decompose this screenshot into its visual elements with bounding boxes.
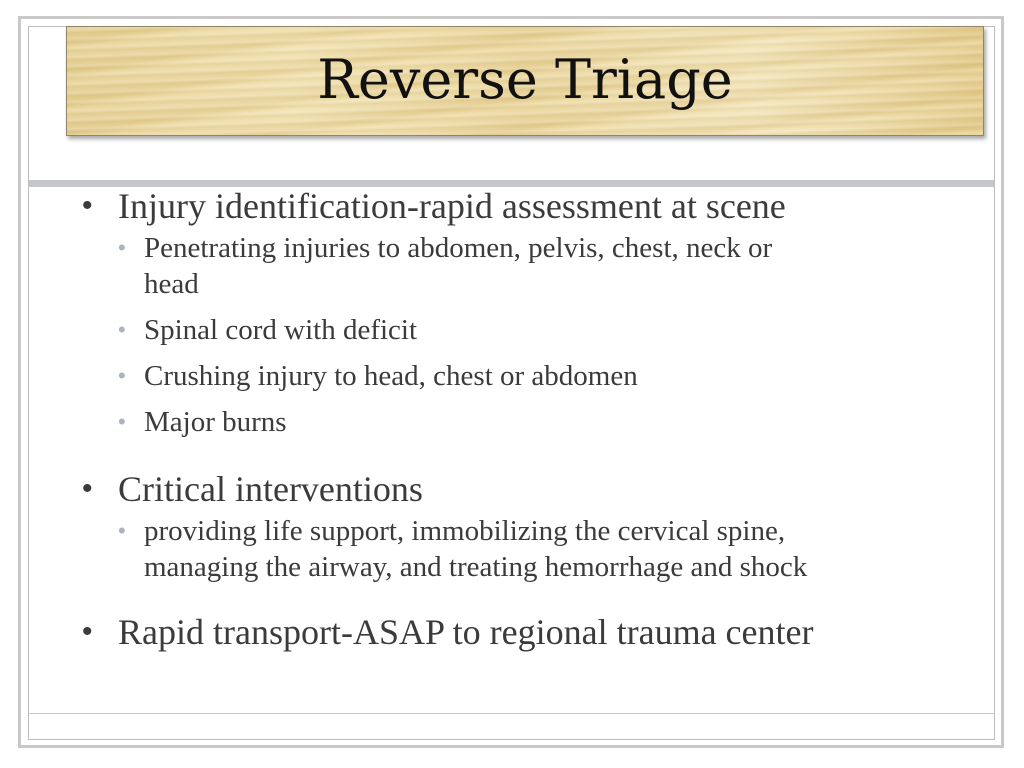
sub-bullet-text: providing life support, immobilizing the cervical spine,	[144, 515, 786, 547]
footer-divider	[29, 713, 994, 714]
bullet-text: Critical interventions	[118, 469, 423, 509]
sub-bullet-icon: •	[118, 363, 126, 388]
sub-bullet-item	[80, 404, 985, 440]
sub-bullet-icon: •	[118, 317, 126, 342]
sub-bullet-text-cont: managing the airway, and treating hemorrhage and shock	[144, 551, 808, 583]
bullet-icon: •	[82, 189, 93, 222]
bullet-icon: •	[82, 472, 93, 505]
sub-bullet-icon: •	[118, 235, 126, 260]
sub-bullet-text: Crushing injury to head, chest or abdomen	[144, 360, 638, 392]
title-banner	[66, 26, 984, 136]
bullet-text: Rapid transport-ASAP to regional trauma center	[118, 612, 814, 652]
bullet-item	[80, 468, 985, 510]
bullet-text: Injury identification-rapid assessment at scene	[118, 186, 786, 226]
sub-bullet-item	[80, 513, 985, 585]
sub-bullet-text-cont: head	[144, 268, 199, 300]
sub-bullet-text: Penetrating injuries to abdomen, pelvis, chest, neck or	[144, 232, 773, 264]
sub-bullet-icon: •	[118, 518, 126, 543]
sub-bullet-text: Spinal cord with deficit	[144, 314, 418, 346]
sub-bullet-item	[80, 358, 985, 394]
sub-bullet-icon: •	[118, 409, 126, 434]
sub-bullet-item	[80, 312, 985, 348]
slide-title: Reverse Triage	[317, 47, 733, 111]
slide-content	[80, 185, 985, 653]
bullet-icon: •	[82, 615, 93, 648]
sub-bullet-text: Major burns	[144, 406, 287, 438]
bullet-item	[80, 611, 985, 653]
bullet-item	[80, 185, 985, 227]
sub-bullet-item	[80, 230, 985, 302]
